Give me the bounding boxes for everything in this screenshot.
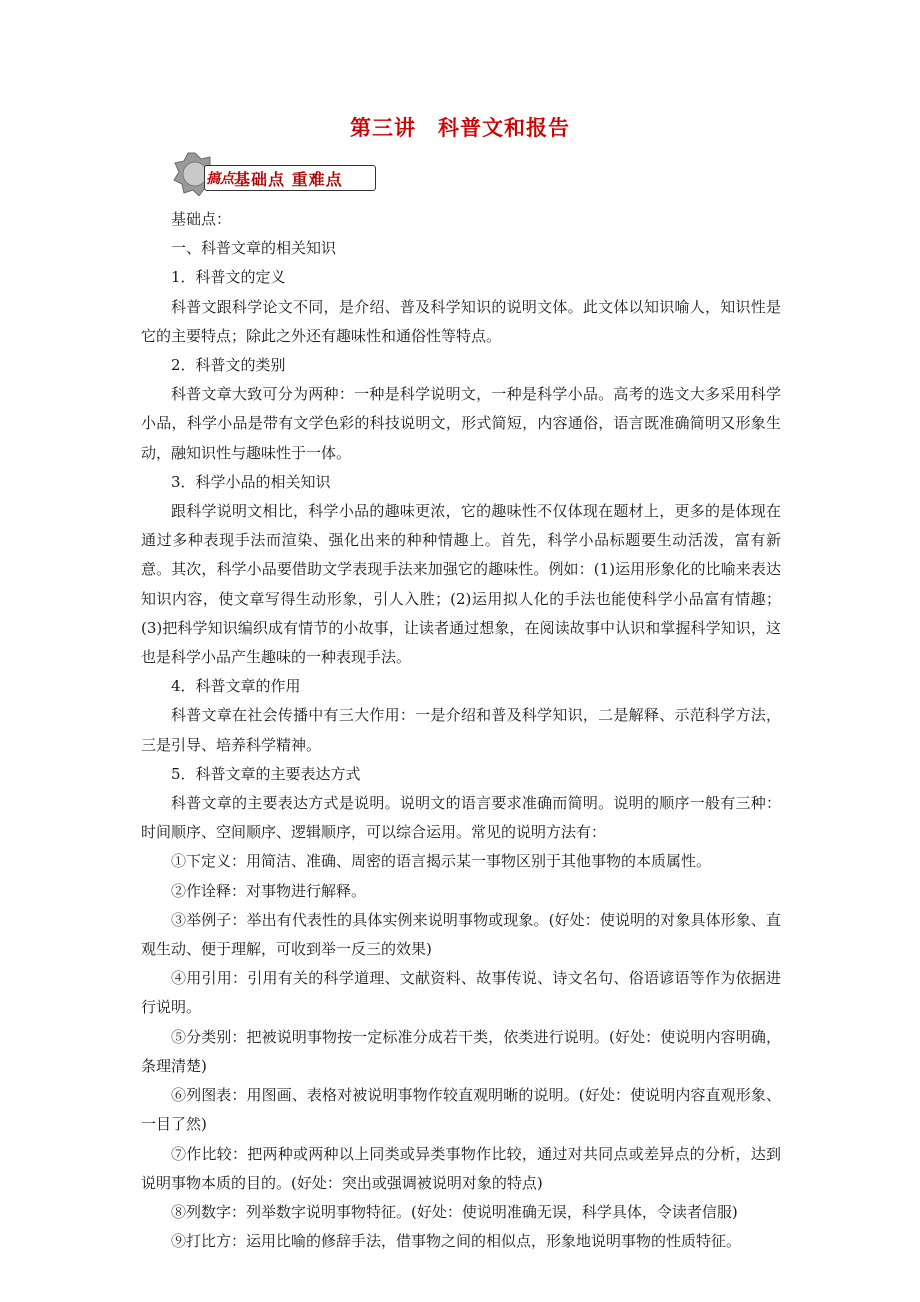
section-badge — [170, 152, 380, 196]
paragraph: ④用引用：引用有关的科学道理、文献资料、故事传说、诗文名句、俗语谚语等作为依据进行说明。 — [141, 969, 781, 1017]
paragraph: 科普文章的主要表达方式是说明。说明文的语言要求准确而简明。说明的顺序一般有三种：时间顺序、空间顺序、逻辑顺序，可以综合运用。常见的说明方法有： — [141, 794, 781, 842]
badge-keys: 搞点 — [206, 171, 234, 187]
paragraph: ①下定义：用简洁、准确、周密的语言揭示某一事物区别于其他事物的本质属性。 — [171, 852, 712, 871]
paragraph: 一、科普文章的相关知识 — [171, 239, 337, 258]
paragraph: ⑧列数字：列举数字说明事物特征。(好处：使说明准确无误，科学具体，令读者信服) — [171, 1202, 738, 1221]
paragraph: ③举例子：举出有代表性的具体实例来说明事物或现象。(好处：使说明的对象具体形象、直观生动、便于理解，可收到举一反三的效果) — [141, 910, 781, 959]
paragraph: 科普文章在社会传播中有三大作用：一是介绍和普及科学知识，二是解释、示范科学方法，三是引导、培养科学精神。 — [141, 706, 781, 754]
paragraph: 5．科普文章的主要表达方式 — [171, 764, 361, 783]
paragraph: ⑤分类别：把被说明事物按一定标准分成若干类，依类进行说明。(好处：使说明内容明确，条理清楚) — [141, 1027, 781, 1075]
paragraph: ⑦作比较：把两种或两种以上同类或异类事物作比较，通过对共同点或差异点的分析，达到说明事物本质的目的。(好处：突出或强调被说明对象的特点) — [141, 1144, 781, 1192]
paragraph: 2．科普文的类别 — [171, 356, 286, 375]
page-title: 第三讲 科普文和报告 — [350, 116, 570, 140]
paragraph: 3．科学小品的相关知识 — [171, 472, 331, 491]
paragraph: 1．科普文的定义 — [171, 268, 286, 287]
paragraph: 基础点： — [171, 210, 232, 228]
paragraph: 4．科普文章的作用 — [171, 677, 301, 696]
badge-label: 基础点 重难点 — [234, 170, 343, 189]
paragraph: 跟科学说明文相比，科学小品的趣味更浓，它的趣味性不仅体现在题材上，更多的是体现在通过多种表现手法而渲染、强化出来的种种情趣上。首先，科学小品标题要生动活泼，富有新意。其次，科学小品要借助文学表现手法来加强它的趣味性。例如：(1)运用形象化的比喻来表达知识内容，使文章写得生动形象，引人入胜；(2)运用拟人化的手法也能使科学小品富有情趣；(3)把科学知识编织成有情节的小故事，让读者通过想象，在阅读故事中认识和掌握科学知识，这也是科学小品产生趣味的一种表现手法。 — [141, 502, 781, 667]
body-text — [141, 205, 781, 1256]
paragraph: ②作诠释：对事物进行解释。 — [171, 881, 367, 900]
paragraph: 科普文章大致可分为两种：一种是科学说明文，一种是科学小品。高考的选文大多采用科学小品，科学小品是带有文学色彩的科技说明文，形式简短，内容通俗，语言既准确简明又形象生动，融知识性与趣味性于一体。 — [141, 385, 781, 462]
paragraph: 科普文跟科学论文不同，是介绍、普及科学知识的说明文体。此文体以知识喻人，知识性是它的主要特点；除此之外还有趣味性和通俗性等特点。 — [141, 297, 781, 345]
paragraph: ⑥列图表：用图画、表格对被说明事物作较直观明晰的说明。(好处：使说明内容直观形象、一目了然) — [141, 1086, 781, 1134]
paragraph: ⑨打比方：运用比喻的修辞手法，借事物之间的相似点，形象地说明事物的性质特征。 — [171, 1232, 742, 1251]
